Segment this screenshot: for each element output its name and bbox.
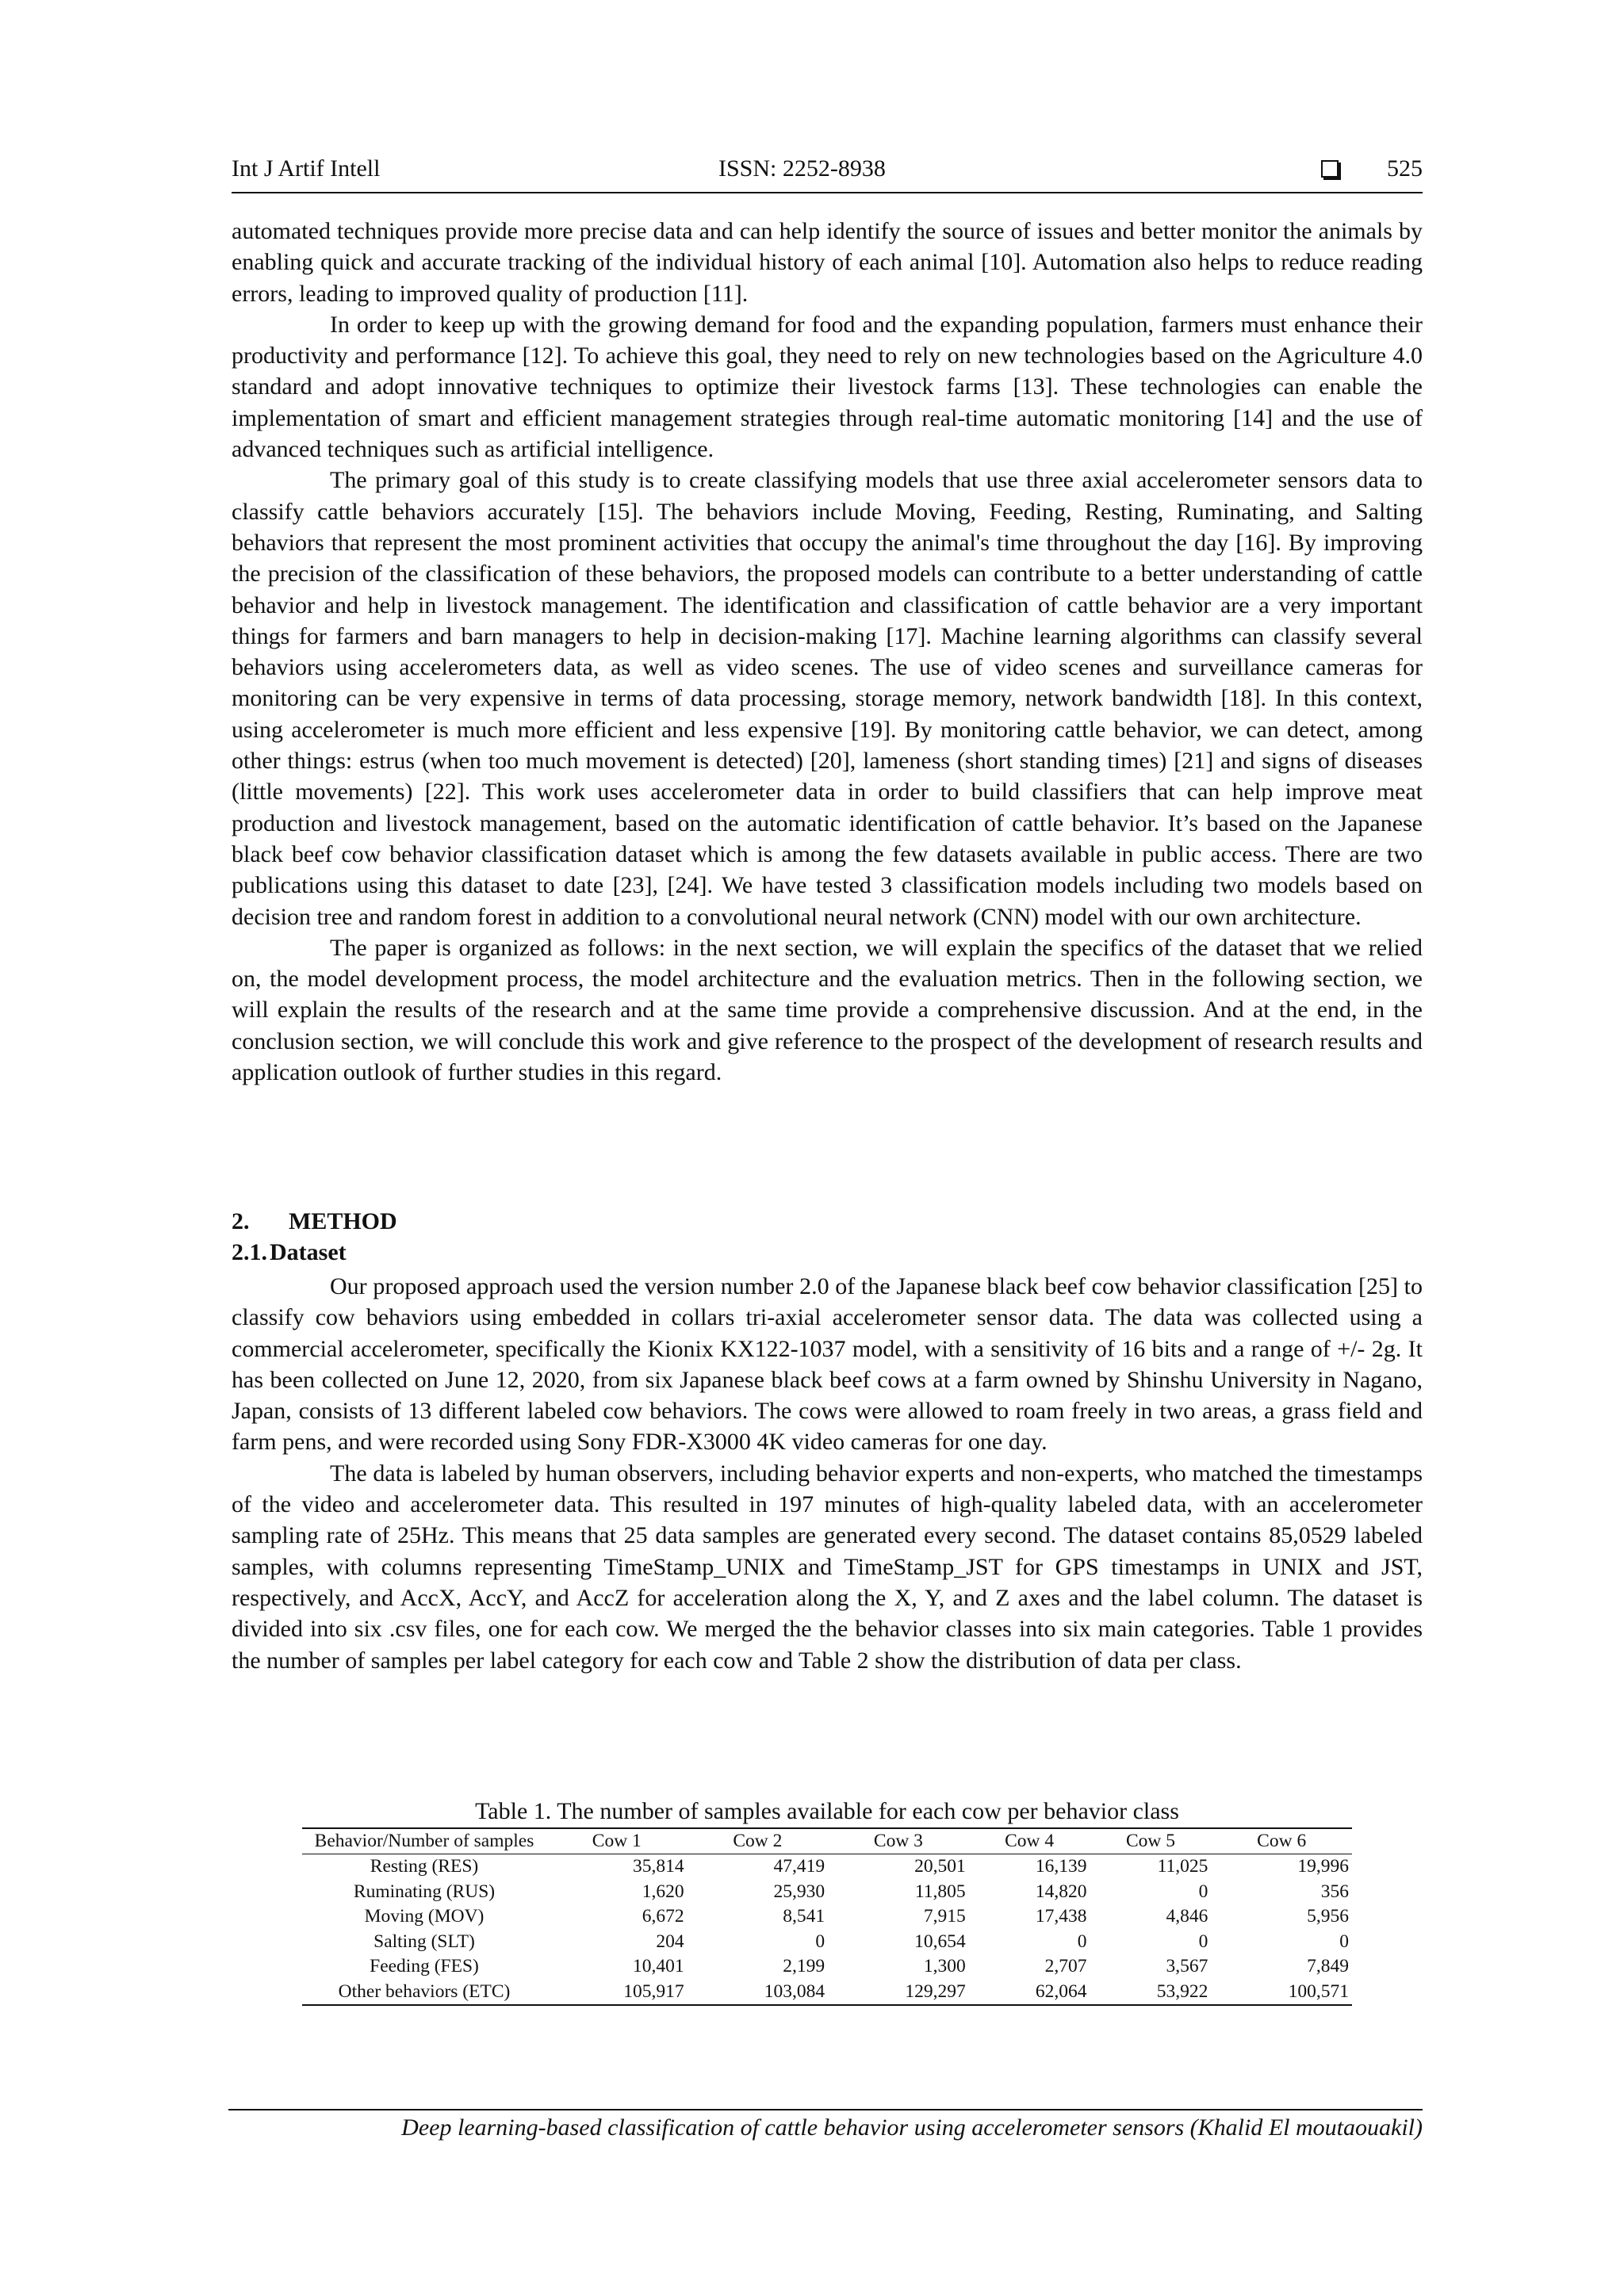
paragraph: The data is labeled by human observers, including behavior experts and non-experts, who matched the timestamps of the video and accelerometer data. This resulted in 197 minutes of high-quality labeled data, with an accelerometer sampling rate of 25Hz. This means that 25 data samples are generated every second. The dataset contains 85,0529 labeled samples, with columns representing TimeStamp_UNIX and TimeStamp_JST for GPS timestamps in UNIX and JST, respectively, and AccX, AccY, and AccZ for acceleration along the X, Y, and Z axes and the label column. The dataset is divided into six .csv files, one for each cow. We merged the the behavior classes into six main categories. Table 1 provides the number of samples per label category for each cow and Table 2 show the distribution of data per class. — [232, 1460, 1423, 1674]
paragraph: automated techniques provide more precise data and can help identify the source of issues and better monitor the animals by enabling quick and accurate tracking of the individual history of each animal [10]. Automation also helps to reduce reading errors, leading to improved quality of production [11]. — [232, 218, 1423, 307]
paragraph: The primary goal of this study is to create classifying models that use three axial accelerometer sensors data to classify cattle behaviors accurately [15]. The behaviors include Moving, Feeding, Resting, Ruminating, and Salting behaviors that represent the most prominent activities that occupy the animal's time throughout the day [16]. By improving the precision of the classification of these behaviors, the proposed models can contribute to a better understanding of cattle behavior and help in livestock management. The identification and classification of cattle behavior are a very important things for farmers and barn managers to help in decision-making [17]. Machine learning algorithms can classify several behaviors using accelerometers data, as well as video scenes. The use of video scenes and surveillance cameras for monitoring can be very expensive in terms of data processing, storage memory, network bandwidth [18]. In this context, using accelerometer is much more efficient and less expensive [19]. By monitoring cattle behavior, we can detect, among other things: estrus (when too much movement is detected) [20], lameness (short standing times) [21] and signs of diseases (little movements) [22]. This work uses accelerometer data in order to build classifiers that can help improve meat production and livestock management, based on the automatic identification of cattle behavior. It’s based on the Japanese black beef cow behavior classification dataset which is among the few datasets available in public access. There are two publications using this dataset to date [23], [24]. We have tested 3 classification models including two models based on decision tree and random forest in addition to a convolutional neural network (CNN) model with our own architecture. — [232, 467, 1423, 930]
column-header: Cow 3 — [828, 1828, 969, 1854]
table-row — [302, 1980, 1352, 2006]
table-cell: 0 — [1077, 1931, 1087, 1952]
section-number: 2. — [232, 1208, 250, 1234]
table-cell: 16,139 — [1035, 1856, 1087, 1877]
table-cell: 100,571 — [1211, 1980, 1352, 2006]
issn: ISSN: 2252-8938 — [718, 155, 886, 182]
column-header: Cow 6 — [1211, 1828, 1352, 1854]
table-cell: Moving (MOV) — [364, 1906, 485, 1927]
table-cell: Feeding (FES) — [370, 1956, 479, 1976]
subsection-heading — [232, 1239, 347, 1266]
table-cell: 129,297 — [828, 1980, 969, 2006]
footer-rule — [228, 2109, 1423, 2110]
table-cell: 0 — [1198, 1931, 1208, 1952]
table-cell: 5,956 — [1307, 1906, 1349, 1927]
intro-text — [232, 216, 1423, 1088]
table-cell: 10,401 — [632, 1956, 684, 1976]
table-cell: 10,654 — [914, 1931, 966, 1952]
table-cell: 356 — [1320, 1881, 1349, 1902]
table-cell: 53,922 — [1090, 1980, 1212, 2006]
paragraph: In order to keep up with the growing demand for food and the expanding population, farmers must enhance their productivity and performance [12]. To achieve this goal, they need to rely on new technologies based on the Agriculture 4.0 standard and adopt innovative techniques to optimize their livestock farms [13]. These technologies can enable the implementation of smart and efficient management strategies through real-time automatic monitoring [14] and the use of advanced techniques such as artificial intelligence. — [232, 311, 1423, 463]
table-cell: Ruminating (RUS) — [353, 1881, 496, 1902]
column-header: Cow 4 — [969, 1828, 1090, 1854]
table-cell: 3,567 — [1166, 1956, 1208, 1976]
column-header: Behavior/Number of samples — [302, 1828, 546, 1854]
table-cell: 19,996 — [1297, 1856, 1349, 1877]
table-row — [302, 1880, 1352, 1905]
table-cell: Other behaviors (ETC) — [302, 1980, 546, 2006]
table-cell: 17,438 — [1035, 1906, 1087, 1927]
table-row — [302, 1930, 1352, 1955]
column-header: Cow 5 — [1090, 1828, 1212, 1854]
table-cell: Salting (SLT) — [373, 1931, 475, 1952]
running-header — [232, 155, 1423, 190]
table-cell: 2,199 — [783, 1956, 825, 1976]
table-cell: 1,300 — [923, 1956, 966, 1976]
table-cell: 25,930 — [773, 1881, 825, 1902]
section-title: METHOD — [289, 1208, 397, 1234]
table-cell: 11,805 — [914, 1881, 966, 1902]
column-header: Cow 2 — [688, 1828, 829, 1854]
table-cell: 7,849 — [1307, 1956, 1349, 1976]
table-cell: 6,672 — [642, 1906, 684, 1927]
table-cell: 47,419 — [773, 1856, 825, 1877]
table-cell: 14,820 — [1035, 1881, 1087, 1902]
table-cell: 4,846 — [1166, 1906, 1208, 1927]
table-cell: 8,541 — [783, 1906, 825, 1927]
table-cell: 0 — [1339, 1931, 1349, 1952]
table-cell: 103,084 — [688, 1980, 829, 2006]
table-row — [302, 1954, 1352, 1980]
method-text — [232, 1271, 1423, 1676]
table-header-row — [302, 1828, 1352, 1854]
table-row — [302, 1904, 1352, 1930]
table-cell: 0 — [1198, 1881, 1208, 1902]
table-cell: 105,917 — [546, 1980, 688, 2006]
table-cell: Resting (RES) — [370, 1856, 479, 1877]
samples-table — [302, 1827, 1352, 2006]
running-footer: Deep learning-based classification of cattle behavior using accelerometer sensors (Khalid El moutaouakil) — [401, 2114, 1423, 2141]
table-cell: 7,915 — [923, 1906, 966, 1927]
journal-name: Int J Artif Intell — [232, 155, 381, 182]
subsection-title: Dataset — [270, 1239, 347, 1265]
subsection-number: 2.1. — [232, 1239, 267, 1265]
table-cell: 35,814 — [632, 1856, 684, 1877]
table-row — [302, 1854, 1352, 1880]
paragraph: Our proposed approach used the version number 2.0 of the Japanese black beef cow behavior classification [25] to classify cow behaviors using embedded in collars tri-axial accelerometer sensor data. The data was collected using a commercial accelerometer, specifically the Kionix KX122-1037 model, with a sensitivity of 16 bits and a range of +/- 2g. It has been collected on June 12, 2020, from six Japanese black beef cows at a farm owned by Shinshu University in Nagano, Japan, consists of 13 different labeled cow behaviors. The cows were allowed to roam freely in two areas, a grass field and farm pens, and were recorded using Sony FDR-X3000 4K video cameras for one day. — [232, 1273, 1423, 1456]
table-cell: 62,064 — [969, 1980, 1090, 2006]
paragraph: The paper is organized as follows: in the next section, we will explain the specifics of the dataset that we relied on, the model development process, the model architecture and the evaluation metrics. Then in the following section, we will explain the results of the research and at the same time provide a comprehensive discussion. And at the end, in the conclusion section, we will conclude this work and give reference to the prospect of the development of research results and application outlook of further studies in this regard. — [232, 934, 1423, 1086]
table-caption: Table 1. The number of samples available for each cow per behavior class — [475, 1798, 1179, 1824]
table-cell: 1,620 — [642, 1881, 684, 1902]
column-header: Cow 1 — [546, 1828, 688, 1854]
table-cell: 2,707 — [1044, 1956, 1087, 1976]
table-cell: 11,025 — [1157, 1856, 1208, 1877]
table-cell: 0 — [815, 1931, 825, 1952]
section-heading — [232, 1208, 397, 1235]
page-number: 525 — [1387, 155, 1423, 182]
header-rule — [232, 192, 1423, 193]
table-cell: 20,501 — [914, 1856, 966, 1877]
square-bullet-icon — [1321, 160, 1339, 178]
table-cell: 204 — [656, 1931, 684, 1952]
